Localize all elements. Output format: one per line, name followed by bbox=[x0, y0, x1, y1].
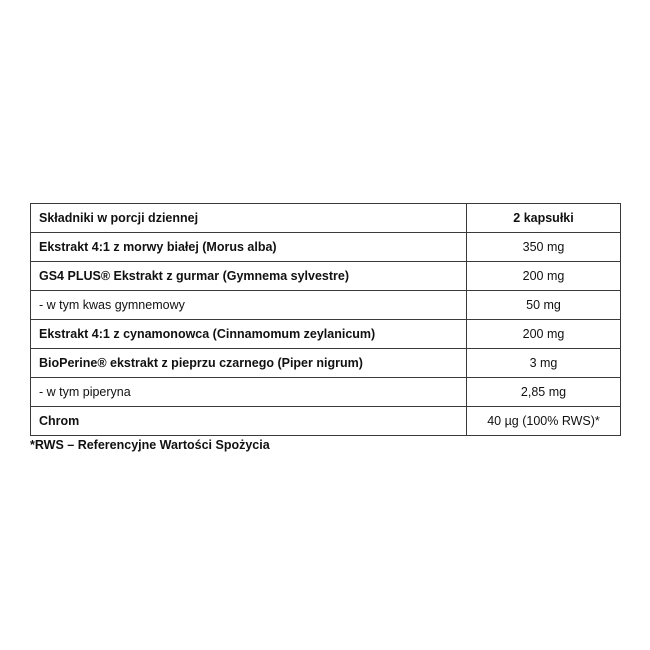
ingredient-cell: Ekstrakt 4:1 z morwy białej (Morus alba) bbox=[31, 233, 467, 262]
table-row bbox=[31, 262, 621, 291]
ingredient-cell: - w tym kwas gymnemowy bbox=[31, 291, 467, 320]
dose-cell: 200 mg bbox=[467, 262, 621, 291]
table-row bbox=[31, 349, 621, 378]
dose-cell: 2,85 mg bbox=[467, 378, 621, 407]
table-row bbox=[31, 378, 621, 407]
table-header-row bbox=[31, 204, 621, 233]
dose-cell: 50 mg bbox=[467, 291, 621, 320]
ingredient-cell: GS4 PLUS® Ekstrakt z gurmar (Gymnema sylvestre) bbox=[31, 262, 467, 291]
ingredient-cell: Chrom bbox=[31, 407, 467, 436]
footnote: *RWS – Referencyjne Wartości Spożycia bbox=[30, 438, 270, 452]
nutrition-table-container bbox=[30, 203, 620, 436]
table-row bbox=[31, 291, 621, 320]
table-row bbox=[31, 407, 621, 436]
ingredients-table bbox=[30, 203, 621, 436]
header-ingredient: Składniki w porcji dziennej bbox=[31, 204, 467, 233]
dose-cell: 40 µg (100% RWS)* bbox=[467, 407, 621, 436]
dose-cell: 3 mg bbox=[467, 349, 621, 378]
dose-cell: 350 mg bbox=[467, 233, 621, 262]
table-row bbox=[31, 233, 621, 262]
ingredient-cell: BioPerine® ekstrakt z pieprzu czarnego (Piper nigrum) bbox=[31, 349, 467, 378]
ingredient-cell: - w tym piperyna bbox=[31, 378, 467, 407]
ingredient-cell: Ekstrakt 4:1 z cynamonowca (Cinnamomum zeylanicum) bbox=[31, 320, 467, 349]
table-row bbox=[31, 320, 621, 349]
dose-cell: 200 mg bbox=[467, 320, 621, 349]
header-dose: 2 kapsułki bbox=[467, 204, 621, 233]
